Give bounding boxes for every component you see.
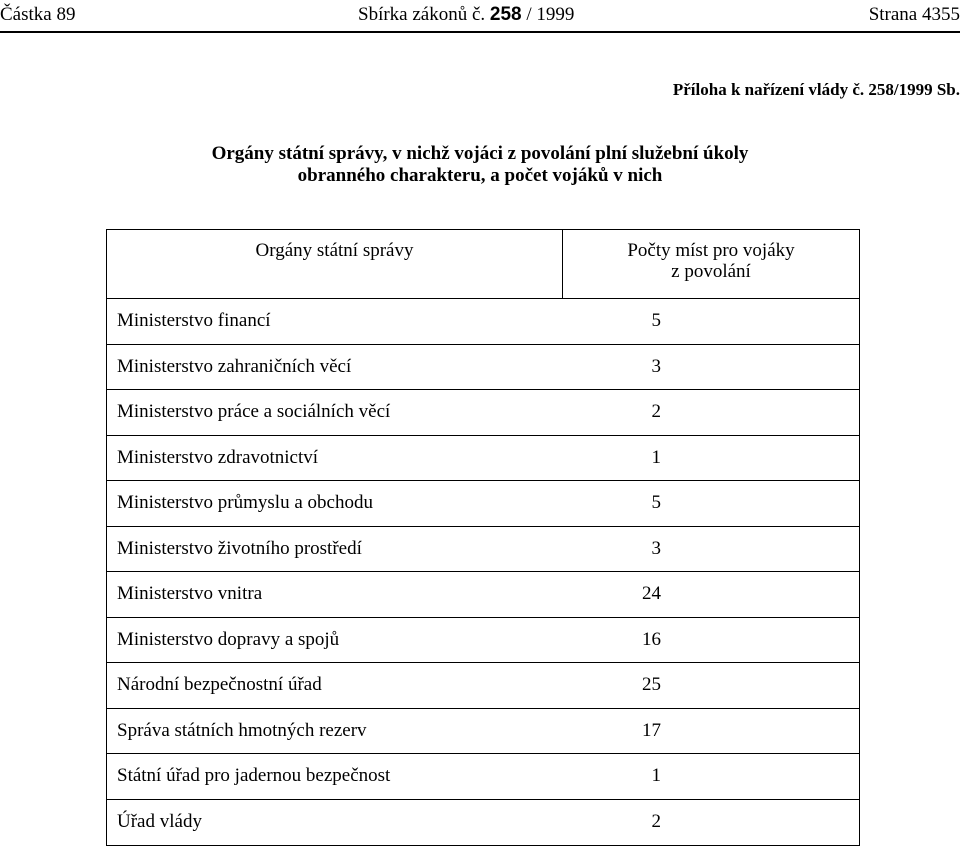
table-header xyxy=(107,230,859,299)
table-body xyxy=(107,299,859,845)
position-count: 1 xyxy=(651,446,661,468)
position-count: 2 xyxy=(651,811,661,833)
position-count: 3 xyxy=(651,355,661,377)
table-row xyxy=(107,390,859,436)
agencies-table xyxy=(106,229,860,846)
column-header-counts-line-2: z povolání xyxy=(671,261,751,282)
issue-number: Částka 89 xyxy=(0,4,76,25)
agency-name: Ministerstvo vnitra xyxy=(117,583,263,605)
table-row xyxy=(107,663,859,709)
title-line-2: obranného charakteru, a počet vojáků v nich xyxy=(297,165,663,186)
agency-name: Ministerstvo zahraničních věcí xyxy=(117,355,352,377)
agency-name: Úřad vlády xyxy=(117,811,202,833)
agency-name: Správa státních hmotných rezerv xyxy=(117,719,367,741)
agency-name: Národní bezpečnostní úřad xyxy=(117,674,322,696)
column-header-counts-line-1: Počty míst pro vojáky xyxy=(627,240,795,261)
document-title xyxy=(0,143,960,187)
table-row xyxy=(107,436,859,482)
position-count: 5 xyxy=(651,492,661,514)
position-count: 3 xyxy=(651,537,661,559)
table-row xyxy=(107,618,859,664)
table-row xyxy=(107,481,859,527)
agency-name: Ministerstvo práce a sociálních věcí xyxy=(117,401,391,423)
position-count: 25 xyxy=(642,674,661,696)
agency-name: Ministerstvo dopravy a spojů xyxy=(117,628,340,650)
table-row xyxy=(107,754,859,800)
page-header xyxy=(0,4,960,28)
position-count: 17 xyxy=(642,719,661,741)
collection-prefix: Sbírka zákonů č. xyxy=(358,4,486,25)
table-row xyxy=(107,299,859,345)
table-row xyxy=(107,800,859,846)
collection-title xyxy=(358,4,574,26)
position-count: 24 xyxy=(642,583,661,605)
column-header-agencies: Orgány státní správy xyxy=(107,230,563,298)
table-row xyxy=(107,572,859,618)
agency-name: Ministerstvo zdravotnictví xyxy=(117,446,319,468)
table-row xyxy=(107,345,859,391)
position-count: 5 xyxy=(651,310,661,332)
position-count: 1 xyxy=(651,765,661,787)
position-count: 2 xyxy=(651,401,661,423)
agency-name: Ministerstvo průmyslu a obchodu xyxy=(117,492,373,514)
page-number: Strana 4355 xyxy=(868,4,960,25)
table-row xyxy=(107,527,859,573)
agency-name: Ministerstvo životního prostředí xyxy=(117,537,362,559)
agency-name: Státní úřad pro jadernou bezpečnost xyxy=(117,765,391,787)
position-count: 16 xyxy=(642,628,661,650)
header-divider xyxy=(0,31,960,33)
table-row xyxy=(107,709,859,755)
collection-year: / 1999 xyxy=(526,4,575,25)
annex-label: Příloha k nařízení vlády č. 258/1999 Sb. xyxy=(672,80,960,99)
agency-name: Ministerstvo financí xyxy=(117,310,271,332)
column-header-counts xyxy=(563,230,859,298)
title-line-1: Orgány státní správy, v nichž vojáci z povolání plní služební úkoly xyxy=(211,143,749,164)
collection-number: 258 xyxy=(489,4,522,25)
